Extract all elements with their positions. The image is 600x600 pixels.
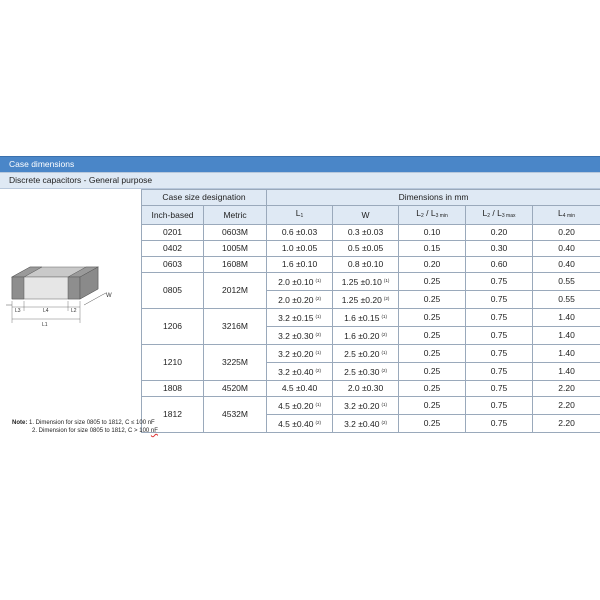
l1-cell: 1.6 ±0.10 [267, 257, 333, 273]
inch-cell: 1206 [142, 309, 204, 345]
metric-cell: 1608M [204, 257, 267, 273]
l23-min-cell: 0.25 [399, 397, 466, 415]
l1-cell: 1.0 ±0.05 [267, 241, 333, 257]
l4-min-cell: 0.55 [533, 273, 600, 291]
l23-min-cell: 0.20 [399, 257, 466, 273]
l1-cell: 0.6 ±0.03 [267, 225, 333, 241]
l23-min-cell: 0.25 [399, 381, 466, 397]
w-header: W [333, 206, 399, 225]
l23-min-cell: 0.25 [399, 345, 466, 363]
l23-max-cell: 0.75 [466, 363, 533, 381]
l1-cell: 3.2 ±0.20 $^{(1)}$ [267, 345, 333, 363]
table-row [142, 225, 600, 241]
l1-cell: 3.2 ±0.15 $^{(1)}$ [267, 309, 333, 327]
w-cell: 1.6 ±0.15 $^{(1)}$ [333, 309, 399, 327]
l23-max-header: $L_2 / L_{3 max}$ [466, 206, 533, 225]
l1-cell: 4.5 ±0.40 [267, 381, 333, 397]
l4-min-cell: 0.55 [533, 291, 600, 309]
note-2: 2. Dimension for size 0805 to 1812, C > 100 nF [32, 428, 158, 434]
w-label: W [106, 293, 112, 299]
inch-cell: 1812 [142, 397, 204, 433]
l4-min-cell: 1.40 [533, 327, 600, 345]
inch-cell: 0201 [142, 225, 204, 241]
l4-min-cell: 2.20 [533, 415, 600, 433]
capacitor-diagram-icon [2, 249, 138, 339]
w-cell: 0.3 ±0.03 [333, 225, 399, 241]
l4-min-cell: 1.40 [533, 309, 600, 327]
l23-max-cell: 0.20 [466, 225, 533, 241]
l3-label: L3 [15, 308, 21, 314]
inch-cell: 0402 [142, 241, 204, 257]
inch-cell: 0805 [142, 273, 204, 309]
l1-label: L1 [42, 322, 48, 328]
l23-max-cell: 0.75 [466, 291, 533, 309]
l1-cell: 3.2 ±0.40 $^{(2)}$ [267, 363, 333, 381]
metric-cell: 2012M [204, 273, 267, 309]
l23-min-cell: 0.25 [399, 291, 466, 309]
metric-cell: 3225M [204, 345, 267, 381]
l23-min-cell: 0.25 [399, 363, 466, 381]
l1-cell: 4.5 ±0.20 $^{(1)}$ [267, 397, 333, 415]
l23-max-cell: 0.75 [466, 381, 533, 397]
table-row [142, 273, 600, 291]
l4-min-cell: 1.40 [533, 345, 600, 363]
l1-cell: 2.0 ±0.10 $^{(1)}$ [267, 273, 333, 291]
w-cell: 1.25 ±0.10 $^{(1)}$ [333, 273, 399, 291]
l23-max-cell: 0.75 [466, 309, 533, 327]
title-bar: Case dimensions [0, 156, 600, 172]
l23-min-cell: 0.10 [399, 225, 466, 241]
l23-min-header: $L_2 / L_{3 min}$ [399, 206, 466, 225]
metric-cell: 4520M [204, 381, 267, 397]
w-cell: 3.2 ±0.20 $^{(1)}$ [333, 397, 399, 415]
table-row [142, 397, 600, 415]
l23-max-cell: 0.60 [466, 257, 533, 273]
inch-cell: 1210 [142, 345, 204, 381]
l23-min-cell: 0.15 [399, 241, 466, 257]
w-cell: 3.2 ±0.40 $^{(2)}$ [333, 415, 399, 433]
l1-cell: 3.2 ±0.30 $^{(2)}$ [267, 327, 333, 345]
l2-label: L2 [71, 308, 77, 314]
w-cell: 1.6 ±0.20 $^{(2)}$ [333, 327, 399, 345]
l23-max-cell: 0.75 [466, 345, 533, 363]
capacitor-drawing [0, 189, 142, 417]
l4-min-cell: 0.40 [533, 241, 600, 257]
dimensions-header: Dimensions in mm [267, 190, 600, 206]
metric-cell: 0603M [204, 225, 267, 241]
l23-max-cell: 0.75 [466, 327, 533, 345]
table-row [142, 345, 600, 363]
l23-min-cell: 0.25 [399, 327, 466, 345]
table-row [142, 257, 600, 273]
l4-label: L4 [43, 308, 49, 314]
l4-min-cell: 0.20 [533, 225, 600, 241]
l23-max-cell: 0.30 [466, 241, 533, 257]
l4-min-cell: 2.20 [533, 397, 600, 415]
l1-header: $L_1$ [267, 206, 333, 225]
case-dimensions-document [0, 156, 600, 434]
l23-max-cell: 0.75 [466, 415, 533, 433]
table-row [142, 241, 600, 257]
l23-min-cell: 0.25 [399, 273, 466, 291]
inch-based-header: Inch-based [142, 206, 204, 225]
w-cell: 1.25 ±0.20 $^{(2)}$ [333, 291, 399, 309]
metric-cell: 4532M [204, 397, 267, 433]
w-cell: 2.5 ±0.20 $^{(1)}$ [333, 345, 399, 363]
inch-cell: 0603 [142, 257, 204, 273]
note-1: Note: 1. Dimension for size 0805 to 1812, C ≤ 100 nF [12, 420, 155, 426]
w-cell: 0.5 ±0.05 [333, 241, 399, 257]
subtitle-bar: Discrete capacitors - General purpose [0, 172, 600, 189]
l4-min-cell: 0.40 [533, 257, 600, 273]
l1-cell: 2.0 ±0.20 $^{(2)}$ [267, 291, 333, 309]
notes [12, 419, 158, 435]
l23-max-cell: 0.75 [466, 397, 533, 415]
w-cell: 2.0 ±0.30 [333, 381, 399, 397]
l4-min-header: $L_{4 min}$ [533, 206, 600, 225]
table-row [142, 309, 600, 327]
inch-cell: 1808 [142, 381, 204, 397]
l23-max-cell: 0.75 [466, 273, 533, 291]
metric-header: Metric [204, 206, 267, 225]
w-cell: 2.5 ±0.30 $^{(2)}$ [333, 363, 399, 381]
w-cell: 0.8 ±0.10 [333, 257, 399, 273]
case-size-header: Case size designation [142, 190, 267, 206]
table-row [142, 381, 600, 397]
l1-cell: 4.5 ±0.40 $^{(2)}$ [267, 415, 333, 433]
l4-min-cell: 2.20 [533, 381, 600, 397]
note-label: Note: [12, 420, 28, 426]
l23-min-cell: 0.25 [399, 415, 466, 433]
metric-cell: 1005M [204, 241, 267, 257]
l23-min-cell: 0.25 [399, 309, 466, 327]
metric-cell: 3216M [204, 309, 267, 345]
l4-min-cell: 1.40 [533, 363, 600, 381]
dimensions-table [141, 189, 600, 433]
